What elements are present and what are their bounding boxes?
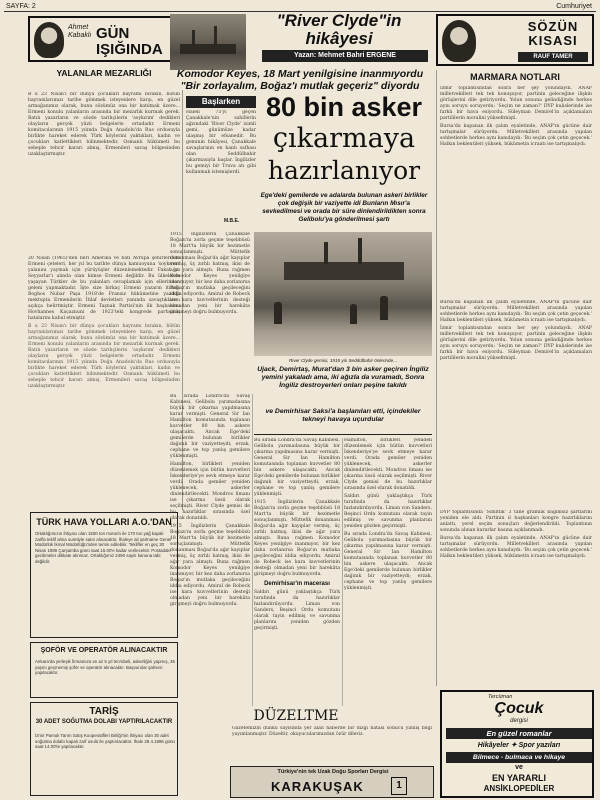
baslarken-box <box>186 96 256 218</box>
cocuk-line-4: ve <box>515 764 523 771</box>
column-rule <box>342 438 343 706</box>
sozun-kisasi-body: İzmir toplantısından sonra her şey yolundaydı. ANAP milletvekilleri tek tek konuşuyor, partinin geleceğine ilişkin görüşlerini dile getiriyordu. Yolun sonuna gelindiğinde herkes aynı soruyu soruyordu: 'Seçim ne zaman?' DYP kulislerinde ise farklı bir hava esiyordu. Süleyman Demirel'in açıklamaları partililerin moralini yükseltmişti. Bursa'da kapanan ilk çalım eyaletinde, ANAP'ın gücüne dair tartışmalar sürüyordu. Milletvekilleri arasında yapılan sohbetlerde herkes aynı kanıdaydı: 'Bu seçim çok çetin geçecek.' Halkın beklentileri yüksek, hükümetin icraatı ise tartışmalıydı. <box>440 86 592 147</box>
ad-title: TÜRK HAVA YOLLARI A.O.'DAN <box>36 517 172 527</box>
gun-isiginda-header <box>28 16 180 62</box>
cocuk-dergisi-ad <box>440 690 594 798</box>
ad-body: Ankara'da yerleşik firmamıza en az 5 yıl tecrübeli, askerliğini yapmış, 35 yaşını geçmemiş şoför ve operatör alınacaktır. Başvurular şahsen yapılacaktır. <box>35 659 175 676</box>
ad-title: TARİŞ <box>89 706 119 717</box>
headline-line-3: hazırlanıyor <box>267 156 421 185</box>
cocuk-subtitle: dergisi <box>510 718 528 724</box>
page-label: SAYFA: 2 <box>6 3 36 10</box>
cocuk-line-6: ANSİKLOPEDİLER <box>483 784 555 793</box>
river-clyde-kicker: Komodor Keyes, 18 Mart yenilgisine inanmıyordu "Bir zorlayalım, Boğaz'ı mutlak geçeriz" diyordu <box>176 68 424 92</box>
river-clyde-body-left-2: Bu sırada Londra'da Savaş Kabinesi, Gelibolu yarımadasına büyük bir çıkarma yapılmasına karar vermişti. General Sir Ian Hamilton komutasında toplanan kuvvetler 80 bin askere ulaşacaktı. Ancak Ege'deki gemilerde bulunan birlikler dağınık bir vaziyetteydi; erzak, cephane ve top yanlış gemilere yüklenmişti. Hamilton, birlikleri yeniden düzenlemek için bütün kuvvetleri İskenderiye'ye sevk etmeye karar verdi. Orada gemiler yeniden yüklenecek, askerler dinlendirilecekti. Mondros limanı ise çıkarma üssü olarak seçilmişti. River Clyde gemisi de bu hazırlıklar sırasında özel olarak donatıldı. 1915 İngilizlerin Çanakkale Boğazı'nı zorla geçme teşebbüsü 18 Mart'ta büyük bir hezimetle sonuçlanmıştı. Müttefik donanması Boğaz'da ağır kayıplar vermiş, üç zırhlı batmış, ikisi de ağır yara almıştı. Buna rağmen Komodor Keyes yenilgiye inanmıyor, bir kez daha zorlanırsa Boğaz'ın mutlaka geçileceğini iddia ediyordu. Amiral de Robeck ise kara kuvvetlerinin desteği olmadan yeni bir harekâta girişmeyi doğru bulmuyordu. <box>170 394 250 607</box>
karakusak-kicker: Türkiye'nin tek Uzak Doğu Sporları Dergisi <box>277 769 389 775</box>
cocuk-line-2: Hikâyeler ✦ Spor yazıları <box>477 742 561 749</box>
author-last: Kabaklı <box>68 32 92 39</box>
river-clyde-photo <box>254 232 432 356</box>
ermeni-column-body: 20 Nisan (1965)'den beri Amerika ve batı Avrupa şehirlerinde Ermeni çeteleri, her yıl bu tarihte dünya kamuoyuna 'soykırım' yalanını yaymak için yürüyüşler düzenlemektedir. Fakat şu Seyyarlar'ı alında olan kimse Ermeni değildir. Bu ülkelerde yaşayan Türkler de bu yalanları cevaplamak için ellerinden geleni yapmaktadır. İşte size birkaç Ermeni yazarın itirafı: Boghos Nubar Paşa 1918'de Fransız hükümetine yazdığı mektupta Ermenilerin İtilaf devletleri yanında savaştıklarını açıkça belirtmiştir. Ermeni Taşnak Partisi'nin ilk başbakanı Hovhannes Kaçaznuni de 1923'teki kongrede partisinin hatalarını kabul etmiştir. B u 23 Nisan'ı bir dünya çocukları bayramı bırakın, bütün bayramlarımızı tarihe gömmek isteyenlere karşı, en güzel armağanımız olarak, bunu sözümüz ona bir katılmak üzere... Ermeni konulu yalanların arasında bir mezarlık kurmak gerek. Batılı yazarların ve sözde tarihçilerin 'soykırım' dedikleri olayların gerçek yüzü belgelerle ortadadır. Ermeni komitacılarının 1915 yılında Doğu Anadolu'da Rus ordusuyla birlikte hareket ederek Türk köylerini yaktıkları, kadın ve çocukları katlettikleri bilinmektedir. Osmanlı hükümeti bu sebeple tehcir kararı almış, Ermenileri savaş bölgesinden uzaklaştırmıştır. <box>28 256 180 389</box>
newspaper-label: Cumhuriyet <box>556 3 592 10</box>
gun-isiginda-body: B u 23 Nisan'ı bir dünya çocukları bayramı bırakın, bütün bayramlarımızı tarihe gömmek isteyenlere karşı, en güzel armağanımız olarak, bunu sözümüz ona bir katılmak üzere... Ermeni konulu yalanların arasında bir mezarlık kurmak gerek. Batılı yazarların ve sözde tarihçilerin 'soykırım' dedikleri olayların gerçek yüzü belgelerle ortadadır. Ermeni komitacılarının 1915 yılında Doğu Anadolu'da Rus ordusuyla birlikte hareket ederek Türk köylerini yaktıkları, kadın ve çocukları katlettikleri bilinmektedir. Osmanlı hükümeti bu sebeple tehcir kararı almış, Ermenileri savaş bölgesinden uzaklaştırmıştır. <box>28 92 180 157</box>
column-subtitle: YALANLAR MEZARLIĞI <box>56 68 152 78</box>
headline-line-1: 80 bin asker <box>265 92 423 122</box>
ad-body: İzmir Pamuk Tarım Satış Kooperatifleri Birliği'nin ihtiyacı olan 30 adet soğutma dolabı kapalı zarf usulü ile yaptırılacaktır. İhale 28.4.1986 günü saat 14.00'te yapılacaktır. <box>35 733 175 750</box>
sozun-title-2: KISASI <box>528 33 578 48</box>
cocuk-title: Çocuk <box>494 700 544 717</box>
sozun-kisasi-body-2: Bursa'da kapanan ilk çalım eyaletinde, ANAP'ın gücüne dair tartışmalar sürüyordu. Milletvekilleri arasında yapılan sohbetlerde herkes aynı kanıdaydı: 'Bu seçim çok çetin geçecek.' Halkın beklentileri yüksek, hükümetin icraatı ise tartışmalıydı. İzmir toplantısından sonra her şey yolundaydı. ANAP milletvekilleri tek tek konuşuyor, partinin geleceğine ilişkin görüşlerini dile getiriyordu. Yolun sonuna gelindiğinde herkes aynı soruyu soruyordu: 'Seçim ne zaman?' DYP kulislerinde ise farklı bir hava esiyordu. Süleyman Demirel'in açıklamaları partililerin moralini yükseltmişti. <box>440 300 592 361</box>
karakusak-ad <box>230 766 434 798</box>
river-clyde-title: "River Clyde"in hikâyesi <box>276 11 402 48</box>
river-clyde-body-left: 1915 İngilizlerin Çanakkale Boğazı'nı zorla geçme teşebbüsü 18 Mart'ta büyük bir hezimetle sonuçlanmıştı. Müttefik donanması Boğaz'da ağır kayıplar vermiş, üç zırhlı batmış, ikisi de ağır yara almıştı. Buna rağmen Komodor Keyes yenilgiye inanmıyor, bir kez daha zorlanırsa Boğaz'ın mutlaka geçileceğini iddia ediyordu. Amiral de Robeck ise kara kuvvetlerinin desteği olmadan yeni bir harekâta girişmeyi doğru bulmuyordu. <box>170 232 250 315</box>
sozun-author: RAUF TAMER <box>518 52 588 62</box>
karakusak-title: KARAKUŞAK <box>271 779 364 794</box>
karakusak-number: 1 <box>391 777 407 795</box>
baslarken-label: Başlarken <box>186 96 256 108</box>
ad-taris <box>30 702 178 796</box>
column-rule <box>252 394 253 706</box>
baslarken-body: Halen 75'yi geçen Çanakkale'nin sahillerin ağzındaki 'River Clyde' isimli gemi, günümüze kadar ulaşmış bir efsanedir. Bu geminin hikâyesi, Çanakkale savaşlarının en kanlı safhası olan Seddülbahir çıkarmasıyla başlar. İngilizler bu gemiyi bir Truva atı gibi kullanmak istemişlerdi. <box>186 110 256 175</box>
divider <box>254 434 432 435</box>
devam-subhead: Demirhisar'ın macerası <box>264 581 330 587</box>
ad-sofor <box>30 642 178 698</box>
column-rule <box>182 90 183 510</box>
cocuk-kicker: Tercüman <box>488 694 513 700</box>
ad-turk-hava-yollari <box>30 512 178 638</box>
marmara-notlari: MARMARA NOTLARI <box>470 72 560 82</box>
ad-title: ŞOFÖR VE OPERATÖR ALINACAKTIR <box>40 647 168 654</box>
duzeltme-body: Gazetemizin dünkü sayısında yer alan haberde bir dizgi hatası sonucu yanlış bilgi yayımlanmıştır. Düzeltir, okuyucularımızdan özür dileriz. <box>232 726 432 737</box>
river-clyde-body-mid: Bu sırada Londra'da Savaş Kabinesi, Gelibolu yarımadasına büyük bir çıkarma yapılmasına karar vermişti. General Sir Ian Hamilton komutasında toplanan kuvvetler 80 bin askere ulaşacaktı. Ancak Ege'deki gemilerde bulunan birlikler dağınık bir vaziyetteydi; erzak, cephane ve top yanlış gemilere yüklenmişti. 1915 İngilizlerin Çanakkale Boğazı'nı zorla geçme teşebbüsü 18 Mart'ta büyük bir hezimetle sonuçlanmıştı. Müttefik donanması Boğaz'da ağır kayıplar vermiş, üç zırhlı batmış, ikisi de ağır yara almıştı. Buna rağmen Komodor Keyes yenilgiye inanmıyor, bir kez daha zorlanırsa Boğaz'ın mutlaka geçileceğini iddia ediyordu. Amiral de Robeck ise kara kuvvetlerinin desteği olmadan yeni bir harekâta girişmeyi doğru bulmuyordu. Demirhisar'ın macerası Saldırı günü yaklaştıkça Türk tarafında da hazırlıklar hızlandırılıyordu. Liman von Sanders, Beşinci Ordu komutanı olarak tayin edilmiş ve savunma planlarını yeniden gözden geçirmişti. <box>254 438 340 631</box>
ship-photo <box>170 14 246 70</box>
sozun-kisasi-body-3: DYP toplantısında 'Simitlik' 3 tane gramlık bağımsız şartlarını yeniden ele aldı. Partinin il başkanları kongre hazırlıklarını anlattı, yerel seçim sonuçları değerlendirildi. Toplantının sonunda alınan kararlar basına açıklanmadı. Bursa'da kapanan ilk çalım eyaletinde, ANAP'ın gücüne dair tartışmalar sürüyordu. Milletvekilleri arasında yapılan sohbetlerde herkes aynı kanıdaydı: 'Bu seçim çok çetin geçecek.' Halkın beklentileri yüksek, hükümetin icraatı ise tartışmalıydı. <box>440 510 592 559</box>
cocuk-line-1: En güzel romanlar <box>446 728 592 739</box>
author-first: Ahmet <box>68 24 89 31</box>
cocuk-line-5: EN YARARLI <box>491 773 546 783</box>
column-rule <box>436 70 437 686</box>
headline-line-2: çıkarmaya <box>272 123 416 154</box>
sozun-kisasi-header <box>436 14 594 66</box>
duzeltme-title: DÜZELTME <box>253 708 339 724</box>
cocuk-line-3: Bilmece - bulmaca ve hikaye <box>446 752 592 763</box>
river-clyde-author: Yazan: Mehmet Bahri ERGENE <box>262 50 428 62</box>
author-portrait <box>442 20 476 62</box>
author-portrait <box>34 22 64 58</box>
ad-body: Ortaklığımızın ihtiyacı olan 1500 ton motorin ile 170 ton yağ kapalı zarfla teklif alma suretiyle satın alınacaktır. İhaleye ait şartname Genel Müdürlük İkmal Müdürlüğü'nden temin edilebilir. Teklifler en geç 30 Nisan 1986 Çarşamba günü saat 15.00'e kadar verilecektir. Postadaki gecikmeler dikkate alınmaz. Ortaklığımız 2490 sayılı kanuna tabi değildir. <box>35 531 172 564</box>
column-title: GÜN IŞIĞINDA <box>96 25 163 58</box>
river-clyde-body-right: Hamilton, birlikleri yeniden düzenlemek için bütün kuvvetleri İskenderiye'ye sevk etmeye karar verdi. Orada gemiler yeniden yüklenecek, askerler dinlendirilecekti. Mondros limanı ise çıkarma üssü olarak seçilmişti. River Clyde gemisi de bu hazırlıklar sırasında özel olarak donatıldı. Saldırı günü yaklaştıkça Türk tarafında da hazırlıklar hızlandırılıyordu. Liman von Sanders, Beşinci Ordu komutanı olarak tayin edilmiş ve savunma planlarını yeniden gözden geçirmişti. Bu sırada Londra'da Savaş Kabinesi, Gelibolu yarımadasına büyük bir çıkarma yapılmasına karar vermişti. General Sir Ian Hamilton komutasında toplanan kuvvetler 80 bin askere ulaşacaktı. Ancak Ege'deki gemilerde bulunan birlikler dağınık bir vaziyetteydi; erzak, cephane ve top yanlış gemilere yüklenmişti. <box>344 438 432 591</box>
photo-caption: River Clyde gemisi, 1915 yılı Seddülbahir önlerinde... <box>288 358 397 363</box>
river-clyde-subhead: Ujack, Demirtaş, Murat'dan 3 bin asker geçiren İngiliz yemini yakaladı ama, iki ağızla da vuramadı, Sonra İngiliz destroyerleri onları peşine takıldı <box>257 366 429 389</box>
sozun-title-1: SÖZÜN <box>527 19 579 34</box>
river-clyde-subhead-2: ve Demirhisar Saksi'a başlanıları etti, içindekiler tekneyi havaya uçurdular <box>265 408 421 423</box>
river-clyde-deck: Ege'deki gemilerde ve adalarda bulunan askeri birlikler çok değişik bir vaziyette idi Bunların Mısır'a sevkedilmesi ve orada bir süre dinlendirildikten sonra Gelibolu'ya gönderilmesi şartı <box>260 192 428 223</box>
mbe-sign: M.B.E. <box>224 218 240 224</box>
ad-subtitle: 30 ADET SOĞUTMA DOLABI YAPTIRILACAKTIR <box>35 719 173 725</box>
